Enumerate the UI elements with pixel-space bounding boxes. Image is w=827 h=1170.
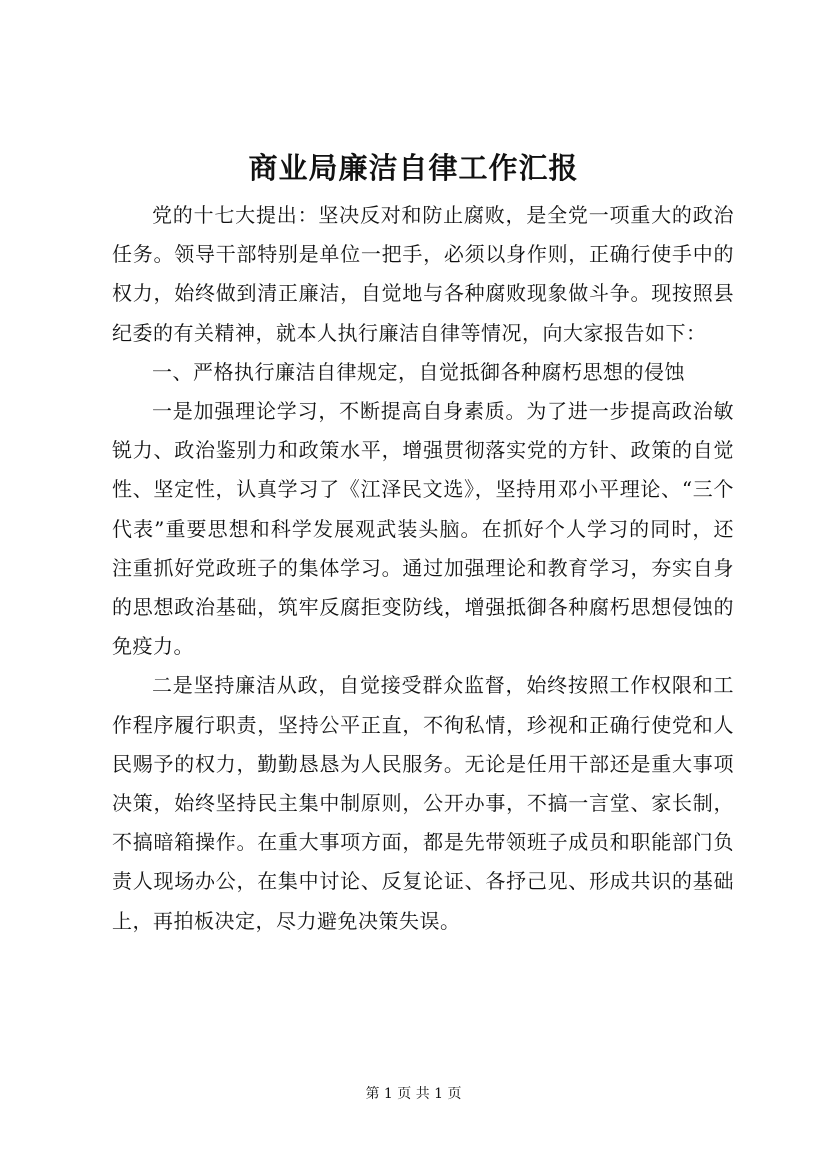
page-footer: 第 1 页 共 1 页 (365, 1086, 462, 1102)
document-body (112, 196, 734, 941)
paragraph-theory-study: 一是加强理论学习，不断提高自身素质。为了进一步提高政治敏锐力、政治鉴别力和政策水平，增强贯彻落实党的方针、政策的自觉性、坚定性，认真学习了《江泽民文选》，坚持用邓小平理论、“三个代表”重要思想和科学发展观武装头脑。在抓好个人学习的同时，还注重抓好党政班子的集体学习。通过加强理论和教育学习，夯实自身的思想政治基础，筑牢反腐拒变防线，增强抵御各种腐朽思想侵蚀的免疫力。 (112, 399, 734, 659)
document-title: 商业局廉洁自律工作汇报 (248, 151, 579, 185)
paragraph-intro: 党的十七大提出：坚决反对和防止腐败，是全党一项重大的政治任务。领导干部特别是单位一把手，必须以身作则，正确行使手中的权力，始终做到清正廉洁，自觉地与各种腐败现象做斗争。现按照县纪委的有关精神，就本人执行廉洁自律等情况，向大家报告如下： (112, 203, 734, 345)
section-heading-1: 一、严格执行廉洁自律规定，自觉抵御各种腐朽思想的侵蚀 (152, 359, 685, 384)
paragraph-clean-governance: 二是坚持廉洁从政，自觉接受群众监督，始终按照工作权限和工作程序履行职责，坚持公平正直，不徇私情，珍视和正确行使党和人民赐予的权力，勤勤恳恳为人民服务。无论是任用干部还是重大事项决策，始终坚持民主集中制原则，公开办事，不搞一言堂、家长制，不搞暗箱操作。在重大事项方面，都是先带领班子成员和职能部门负责人现场办公，在集中讨论、反复论证、各抒己见、形成共识的基础上，再拍板决定，尽力避免决策失误。 (112, 673, 734, 933)
